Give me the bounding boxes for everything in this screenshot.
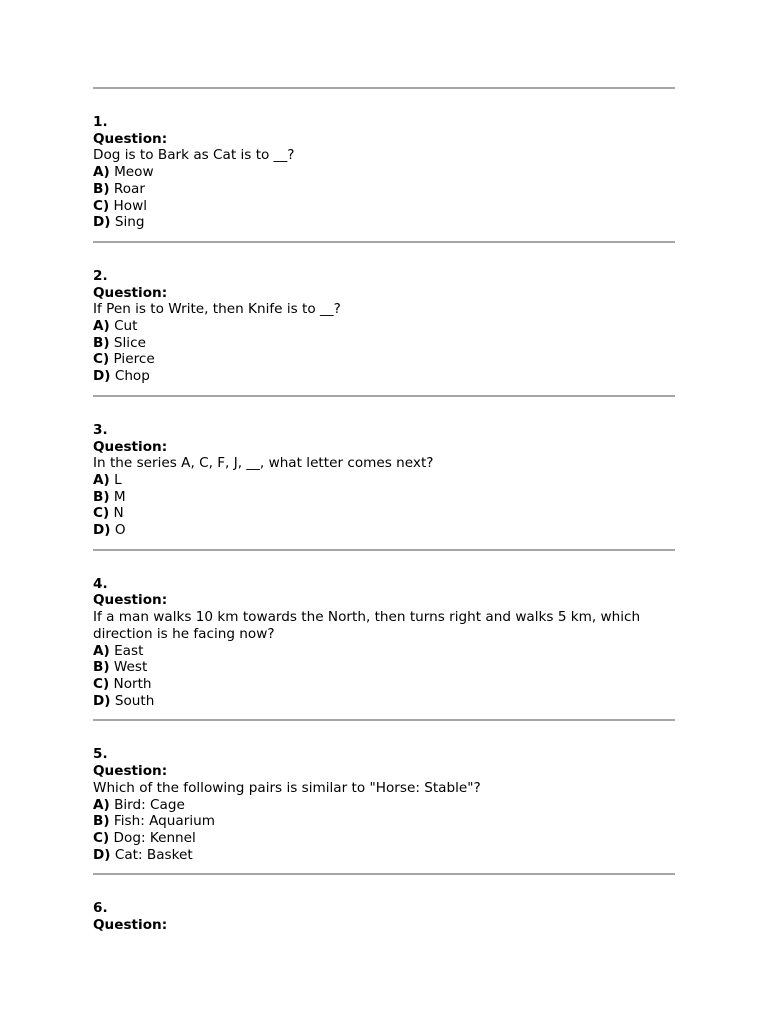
option-text: South xyxy=(114,692,155,709)
option-text: O xyxy=(114,522,126,539)
question-text: Dog is to Bark as Cat is to __? xyxy=(93,147,295,164)
answer-option-a xyxy=(93,318,675,335)
answer-option-b xyxy=(93,813,675,830)
question-block-3 xyxy=(93,397,675,549)
option-letter: A) xyxy=(93,796,110,813)
question-label: Question: xyxy=(93,917,168,934)
answer-option-c xyxy=(93,351,675,368)
answer-option-b xyxy=(93,489,675,506)
question-number: 1. xyxy=(93,114,108,130)
question-block-5 xyxy=(93,721,675,873)
option-text: Sing xyxy=(114,214,145,231)
option-letter: A) xyxy=(93,318,110,335)
question-block-1 xyxy=(93,89,675,241)
option-letter: D) xyxy=(93,214,111,231)
answer-option-a xyxy=(93,643,675,660)
question-block-6 xyxy=(93,875,675,943)
question-text: Which of the following pairs is similar to "Horse: Stable"? xyxy=(93,779,481,796)
question-number: 5. xyxy=(93,746,108,763)
question-label: Question: xyxy=(93,438,168,455)
option-letter: C) xyxy=(93,505,110,522)
answer-option-b xyxy=(93,659,675,676)
answer-option-d xyxy=(93,522,675,539)
option-text: L xyxy=(114,471,122,488)
question-number: 3. xyxy=(93,421,108,438)
option-text: Cat: Basket xyxy=(114,846,193,863)
question-label: Question: xyxy=(93,130,168,147)
question-number: 4. xyxy=(93,575,108,592)
option-text: East xyxy=(114,642,144,659)
question-block-2 xyxy=(93,243,675,395)
question-number: 6. xyxy=(93,900,108,917)
answer-option-c xyxy=(93,830,675,847)
option-letter: B) xyxy=(93,334,110,351)
option-letter: A) xyxy=(93,471,110,488)
answer-option-c xyxy=(93,676,675,693)
question-text: In the series A, C, F, J, __, what letter comes next? xyxy=(93,455,434,472)
option-letter: B) xyxy=(93,659,110,676)
answer-option-c xyxy=(93,505,675,522)
option-text: Dog: Kennel xyxy=(113,829,196,846)
option-letter: C) xyxy=(93,829,110,846)
option-letter: C) xyxy=(93,197,110,214)
option-text: M xyxy=(113,488,126,505)
option-letter: D) xyxy=(93,368,111,385)
option-text: Meow xyxy=(114,164,154,181)
option-letter: B) xyxy=(93,488,110,505)
question-number: 2. xyxy=(93,267,108,284)
answer-option-d xyxy=(93,368,675,385)
option-letter: C) xyxy=(93,675,110,692)
answer-option-a xyxy=(93,164,675,181)
answer-option-a xyxy=(93,472,675,489)
option-text: Cut xyxy=(114,318,138,335)
option-letter: B) xyxy=(93,180,110,197)
option-text: West xyxy=(113,659,148,676)
answer-option-d xyxy=(93,847,675,864)
question-label: Question: xyxy=(93,284,168,301)
question-document xyxy=(93,87,675,944)
option-letter: D) xyxy=(93,692,111,709)
question-label: Question: xyxy=(93,592,168,609)
answer-option-a xyxy=(93,797,675,814)
answer-option-d xyxy=(93,214,675,231)
option-text: Chop xyxy=(114,368,150,385)
question-label: Question: xyxy=(93,763,168,780)
option-text: Pierce xyxy=(113,351,155,368)
answer-option-b xyxy=(93,335,675,352)
option-text: Howl xyxy=(113,197,147,214)
option-letter: D) xyxy=(93,846,111,863)
question-text: If Pen is to Write, then Knife is to __? xyxy=(93,301,341,318)
answer-option-b xyxy=(93,181,675,198)
option-letter: A) xyxy=(93,164,110,181)
question-block-4 xyxy=(93,551,675,720)
option-text: North xyxy=(113,675,152,692)
option-text: N xyxy=(113,505,124,522)
option-text: Bird: Cage xyxy=(114,796,185,813)
option-letter: C) xyxy=(93,351,110,368)
option-letter: A) xyxy=(93,642,110,659)
option-letter: B) xyxy=(93,813,110,830)
question-text: If a man walks 10 km towards the North, then turns right and walks 5 km, which direction is he facing now? xyxy=(93,609,641,642)
answer-option-d xyxy=(93,693,675,710)
option-letter: D) xyxy=(93,522,111,539)
option-text: Roar xyxy=(113,180,145,197)
option-text: Fish: Aquarium xyxy=(113,813,215,830)
answer-option-c xyxy=(93,198,675,215)
option-text: Slice xyxy=(113,334,146,351)
